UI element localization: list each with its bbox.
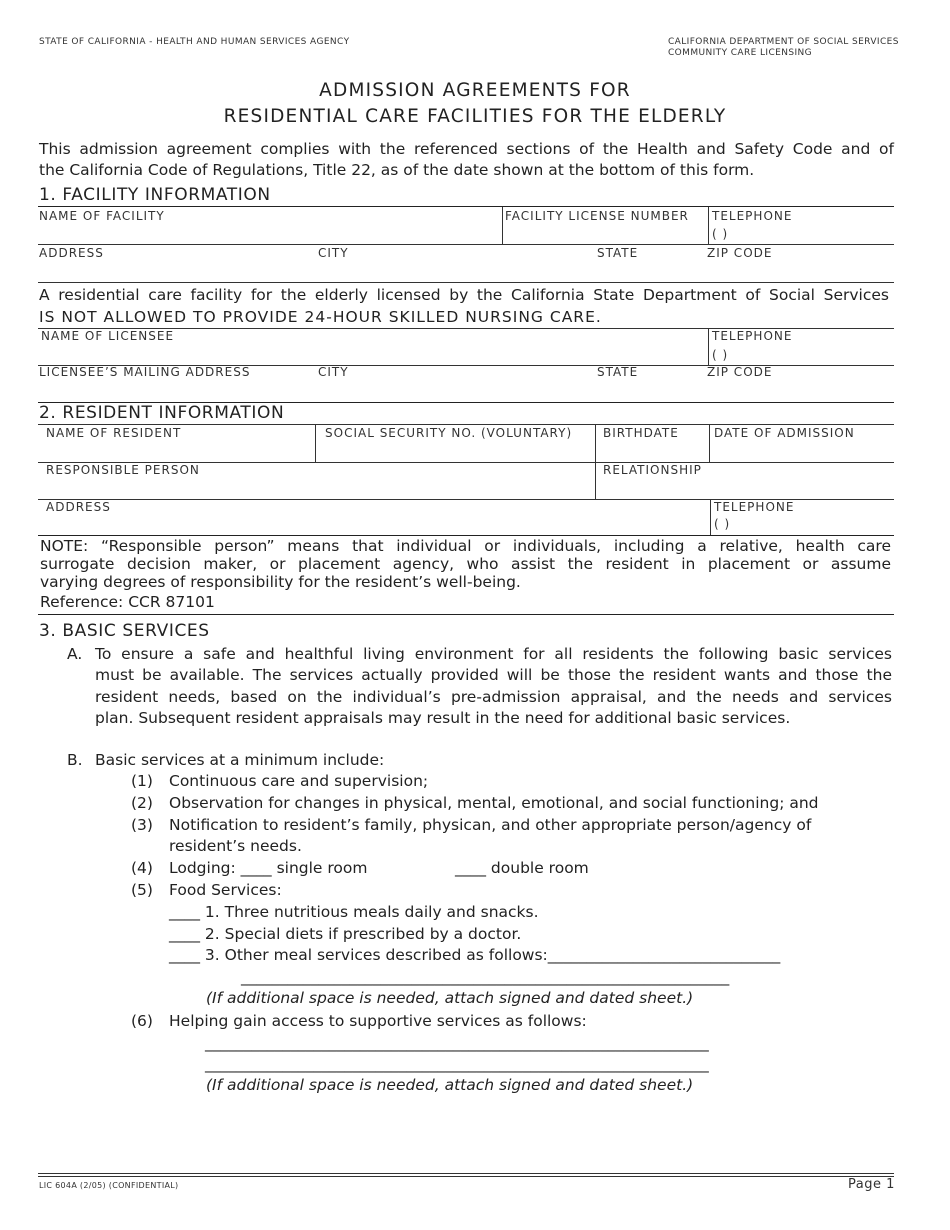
food-option-meals[interactable]: ____ 1. Three nutritious meals daily and snacks. [169, 903, 539, 921]
intro-line2: the California Code of Regulations, Title 22, as of the date shown at the bottom of this form. [39, 161, 755, 179]
service-continuous-care: Continuous care and supervision; [169, 772, 429, 790]
lodging-single-room[interactable]: Lodging: ____ single room [169, 859, 368, 877]
birthdate-label: BIRTHDATE [603, 426, 679, 440]
space-note: (If additional space is needed, attach signed and dated sheet.) [206, 1076, 694, 1094]
item-number: (4) [131, 859, 153, 877]
form-title-line1: ADMISSION AGREEMENTS FOR [319, 80, 631, 101]
lodging-double-room[interactable]: ____ double room [455, 859, 589, 877]
facility-city-label: CITY [318, 246, 349, 260]
divider [38, 535, 894, 536]
facility-phone-area: ( ) [712, 227, 729, 241]
facility-zip-label: ZIP CODE [707, 246, 773, 260]
service-observation: Observation for changes in physical, mental, emotional, and social functioning; and [169, 794, 819, 812]
item-a-marker: A. [67, 645, 83, 663]
divider [708, 328, 709, 365]
divider [38, 282, 894, 283]
section2-heading: 2. RESIDENT INFORMATION [39, 403, 285, 423]
form-id: LIC 604A (2/05) (CONFIDENTIAL) [39, 1181, 179, 1190]
divider [710, 499, 711, 535]
section1-heading: 1. FACILITY INFORMATION [39, 185, 271, 205]
licensee-zip-label: ZIP CODE [707, 365, 773, 379]
item-a-line: To ensure a safe and healthful living environment for all residents the following basic services [95, 645, 892, 663]
form-title-line2: RESIDENTIAL CARE FACILITIES FOR THE ELDERLY [223, 106, 727, 127]
item-number: (6) [131, 1012, 153, 1030]
resident-phone-area: ( ) [714, 517, 731, 531]
ssn-label: SOCIAL SECURITY NO. (VOLUNTARY) [325, 426, 573, 440]
item-a-line: resident needs, based on the individual’s pre-admission appraisal, and the needs and services [95, 688, 892, 706]
food-other-continuation-line[interactable]: _______________________________________________________________ [241, 968, 730, 986]
name-of-licensee-label: NAME OF LICENSEE [41, 329, 175, 343]
facility-telephone-label: TELEPHONE [712, 209, 793, 223]
name-of-resident-label: NAME OF RESIDENT [46, 426, 182, 440]
food-option-special-diets[interactable]: ____ 2. Special diets if prescribed by a doctor. [169, 925, 522, 943]
divider [502, 207, 503, 244]
divider [315, 424, 316, 462]
food-option-other[interactable]: ____ 3. Other meal services described as follows:______________________________ [169, 946, 781, 964]
facility-address-label: ADDRESS [39, 246, 104, 260]
licensee-phone-area: ( ) [712, 348, 729, 362]
name-of-facility-label: NAME OF FACILITY [39, 209, 165, 223]
divider [38, 614, 894, 615]
food-services-label: Food Services: [169, 881, 282, 899]
divider [708, 207, 709, 244]
supportive-services-label: Helping gain access to supportive services as follows: [169, 1012, 587, 1030]
department-header: CALIFORNIA DEPARTMENT OF SOCIAL SERVICES [668, 37, 899, 47]
resident-telephone-label: TELEPHONE [714, 500, 795, 514]
divider [38, 206, 894, 207]
item-number: (3) [131, 816, 153, 834]
footer-rule [38, 1173, 894, 1174]
reference: Reference: CCR 87101 [40, 593, 215, 611]
item-a-line: must be available. The services actually provided will be those the resident wants and those the [95, 666, 892, 684]
licensing-notice-line1: A residential care facility for the elderly licensed by the California State Department of Social Services [39, 286, 889, 304]
divider [38, 424, 894, 425]
item-a-line: plan. Subsequent resident appraisals may result in the need for additional basic services. [95, 709, 791, 727]
licensing-header: COMMUNITY CARE LICENSING [668, 48, 813, 58]
note-line2: surrogate decision maker, or placement agency, who assist the resident in placement or assume [40, 555, 891, 573]
section3-heading: 3. BASIC SERVICES [39, 621, 210, 641]
service-notification-cont: resident’s needs. [169, 837, 302, 855]
facility-state-label: STATE [597, 246, 639, 260]
footer-rule [38, 1176, 894, 1177]
licensee-mailing-label: LICENSEE’S MAILING ADDRESS [39, 365, 251, 379]
divider [38, 244, 894, 245]
relationship-label: RELATIONSHIP [603, 463, 702, 477]
service-notification: Notification to resident’s family, physican, and other appropriate person/agency of [169, 816, 812, 834]
space-note: (If additional space is needed, attach signed and dated sheet.) [206, 989, 694, 1007]
item-number: (1) [131, 772, 153, 790]
responsible-person-label: RESPONSIBLE PERSON [46, 463, 200, 477]
licensing-notice-line2: IS NOT ALLOWED TO PROVIDE 24-HOUR SKILLED NURSING CARE. [39, 308, 602, 326]
licensee-state-label: STATE [597, 365, 639, 379]
date-of-admission-label: DATE OF ADMISSION [714, 426, 855, 440]
supportive-services-line[interactable]: _________________________________________________________________ [205, 1034, 709, 1052]
intro-line1: This admission agreement complies with the referenced sections of the Health and Safety Code and of [39, 140, 894, 158]
item-number: (5) [131, 881, 153, 899]
page-number: Page 1 [848, 1177, 895, 1192]
item-b-intro: Basic services at a minimum include: [95, 751, 385, 769]
item-b-marker: B. [67, 751, 83, 769]
divider [709, 424, 710, 462]
resident-address-label: ADDRESS [46, 500, 111, 514]
note-line1: NOTE: “Responsible person” means that individual or individuals, including a relative, health care [40, 537, 891, 555]
note-line3: varying degrees of responsibility for the resident’s well-being. [40, 573, 521, 591]
license-number-label: FACILITY LICENSE NUMBER [505, 209, 689, 223]
supportive-services-line[interactable]: _________________________________________________________________ [205, 1055, 709, 1073]
licensee-telephone-label: TELEPHONE [712, 329, 793, 343]
agency-header: STATE OF CALIFORNIA - HEALTH AND HUMAN SERVICES AGENCY [39, 37, 350, 47]
licensee-city-label: CITY [318, 365, 349, 379]
item-number: (2) [131, 794, 153, 812]
